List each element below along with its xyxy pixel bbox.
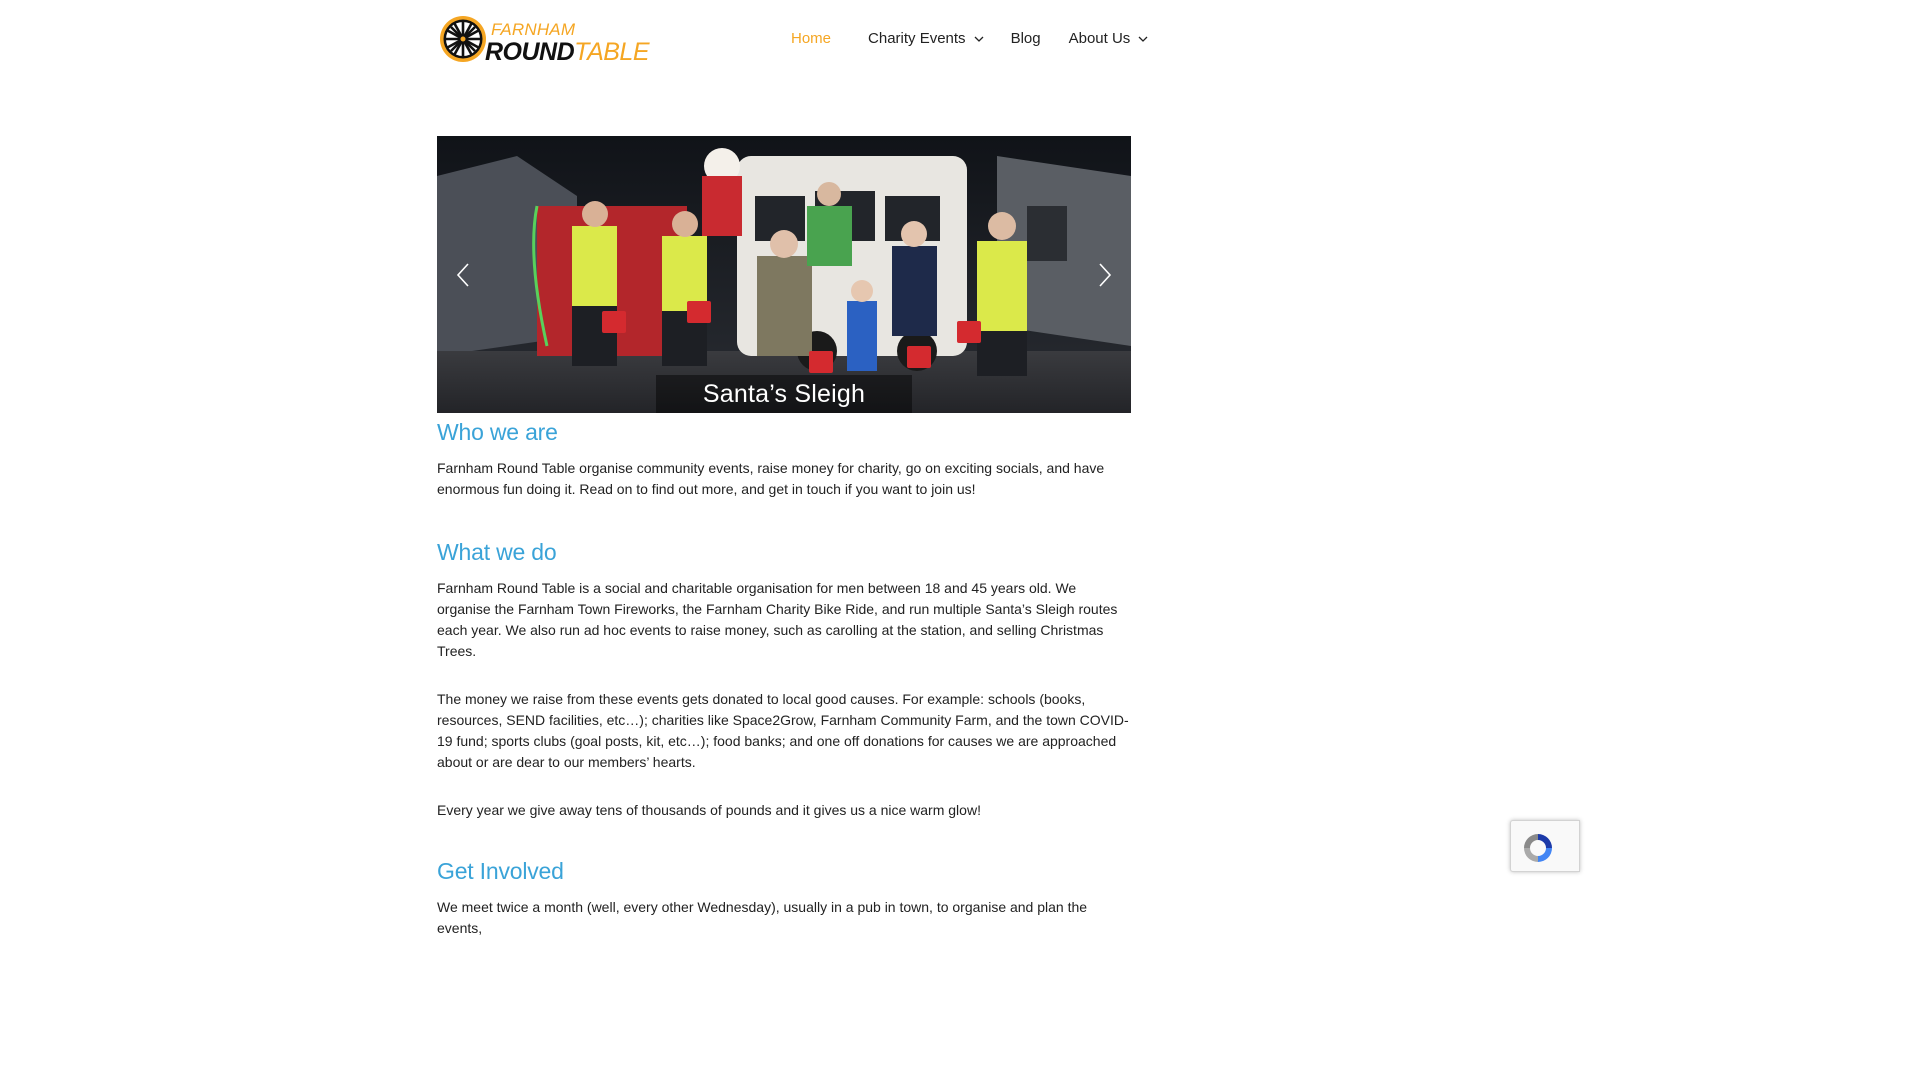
what-we-do-paragraph-1: Farnham Round Table is a social and charitable organisation for men between 18 and 45 years old. We organise the Farnham Town Fireworks, the Farnham Charity Bike Ride, and run multiple Santa’s Sleigh routes each year. We also run ad hoc events to raise money, such as carolling at the station, and selling Christmas Trees. [437,580,1118,659]
chevron-right-icon[interactable] [1095,262,1115,288]
nav-item-about-us[interactable] [1069,30,1149,47]
who-we-are-paragraph: Farnham Round Table organise community events, raise money for charity, go on exciting socials, and have enormous fun doing it. Read on to find out more, and get in touch if you want to join us! [437,460,1105,497]
nav-item-charity-events[interactable] [868,30,984,47]
main-content [437,418,1131,939]
chevron-down-icon [974,36,984,42]
what-we-do-paragraph-3: Every year we give away tens of thousands of pounds and it gives us a nice warm glow! [437,802,981,818]
recaptcha-icon [1521,831,1555,865]
logo-text-roundtable [485,39,649,65]
chevron-down-icon [1138,36,1148,42]
section-heading-what-we-do: What we do [437,539,557,565]
get-involved-paragraph-1: We meet twice a month (well, every other Wednesday), usually in a pub in town, to organise and plan the events, [437,899,1088,936]
nav-item-home-label: Home [791,30,832,47]
main-nav [791,30,1148,47]
round-table-wheel-icon [439,15,487,63]
logo-text-table: TABLE [574,38,650,66]
recaptcha-badge[interactable] [1510,820,1580,872]
section-heading-get-involved: Get Involved [437,858,564,884]
image-slider[interactable] [437,136,1131,413]
what-we-do-paragraph-2: The money we raise from these events gets donated to local good causes. For example: schools (books, resources, SEND facilities, etc…); charities like Space2Grow, Farnham Community Farm, and the town COVID-19 fund; sports clubs (goal posts, kit, etc…); food banks; and one off donations for causes we are approached about or are dear to our members’ hearts. [437,691,1129,770]
section-heading-who-we-are: Who we are [437,419,558,445]
nav-item-charity-events-label: Charity Events [868,30,966,47]
slide-image [437,136,1131,413]
nav-item-blog[interactable] [1011,30,1041,47]
logo-text-farnham: FARNHAM [491,20,576,39]
site-logo[interactable] [439,15,650,66]
nav-item-about-us-label: About Us [1068,30,1131,47]
logo-text-round: ROUND [485,38,575,66]
slide-caption: Santa’s Sleigh [702,379,866,408]
chevron-left-icon[interactable] [453,262,473,288]
nav-item-home[interactable] [791,30,831,47]
slide-caption-box [656,375,912,413]
nav-item-blog-label: Blog [1010,30,1041,47]
site-header [0,0,1568,80]
